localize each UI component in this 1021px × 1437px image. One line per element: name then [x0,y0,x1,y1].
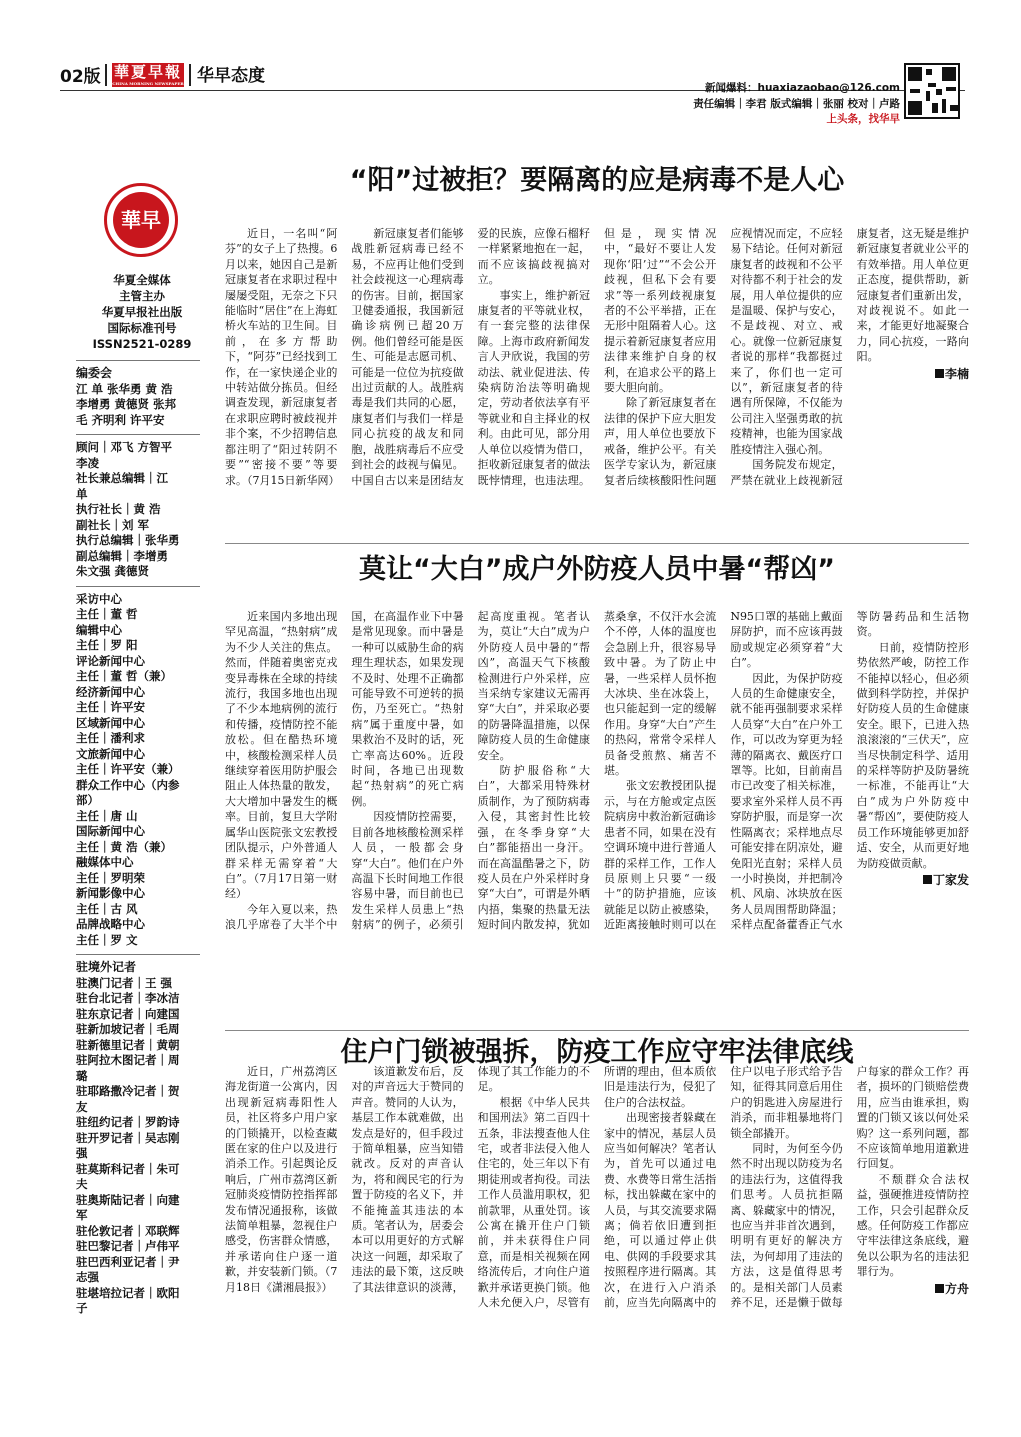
square-icon [923,875,932,884]
page-number: 02版 [60,67,101,87]
staff-line: 执行总编辑｜张华勇 [76,533,180,547]
article-paragraph: 今年入夏以来，热浪几乎席卷了大半个中国，在高温作业下中暑是常见现象。而中暑是一种可以威胁生命的病理生理状态，如果发现不及时、处理不正确都可能导致不可逆转的损伤，乃至死亡。“热射病”属于重度中暑，如果救治不及时的话，死亡率高达60%。近段时间，各地已出现数起“热射病”的死亡病例。 [225,610,464,932]
staff-line: 融媒体中心 [76,855,134,869]
article-paragraph: 近日，一名叫“阿芬”的女子上了热搜。6月以来，她因自己是新冠康复者在求职过程中屡屡受阻，无奈之下只能临时“居住”在上海虹桥火车站的卫生间。目前，在多方帮助下，“阿芬”已经找到工作，在一家快递企业的中转站做分拣员。但经调查发现，新冠康复者在求职应聘时被歧视并非个案，不少招聘信息都注明了“阳过转阴不要”“密接不要”等要求。（7月15日新华网） [225,227,340,487]
staff-line: 驻伦敦记者｜邓联辉 [76,1223,180,1238]
newspaper-seal [104,183,178,257]
author-byline [857,367,969,382]
staff-line: 友 [76,1099,88,1114]
staff-line: 主任｜古 风 [76,901,138,916]
staff-line: 江 单 张华勇 黄 浩 [76,381,173,396]
staff-line: 驻新加坡记者｜毛周 [76,1022,180,1036]
staff-line: 驻开罗记者｜吴志刚 [76,1130,180,1145]
article-divider [225,1030,969,1031]
qr-code-icon [904,63,960,119]
staff-line: 主任｜罗 阳 [76,638,138,652]
staff-line: 执行社长｜黄 浩 [76,502,161,516]
staff-line: 驻巴西利亚记者｜尹 [76,1254,180,1269]
article-paragraph: 近来国内多地出现罕见高温，“热射病”成为不少人关注的焦点。然而，伴随着奥密克戎变异毒株在全球的持续流行，我国多地也出现了不少本地病例的流行和传播，疫情防控不能放松。但在酷热环境中，核酸检测采样人员继续穿着医用防护服会阻止人体热量的散发，大大增加中暑发生的概率。目前，复旦大学附属华山医院张文宏教授团队提示，户外普通人群采样无需穿着“大白”。（7月17日第一财经） [225,610,338,901]
staff-line: 志强 [76,1270,99,1284]
staff-line: 评论新闻中心 [76,653,145,668]
staff-list [76,360,200,1323]
staff-line: 主任｜罗明荣 [76,870,145,885]
publisher-info [72,272,212,352]
staff-line: 李凌 [76,455,99,470]
staff-line: 单 [76,486,88,501]
staff-line: 新闻影像中心 [76,886,145,900]
staff-line: 社长兼总编辑｜江 [76,471,168,485]
article-title: 住户门锁被强拆，防疫工作应守牢法律底线 [340,1037,854,1068]
publisher-line: ISSN2521-0289 [92,337,192,351]
article-paragraph: 该道歉发布后，反对的声音远大于赞同的声音。赞同的人认为，基层工作本就难做，出发点是好的，但手段过于简单粗暴，应当知错就改。反对的声音认为，将和阀民宅的行为置于防疫的名义下，并不能掩盖其违法的本质。笔者认为，居委会本可以用更好的方式解决这一问题，却采取了违法的最下策，这反映了其法律意识的淡薄，体现了其工作能力的不足。 [351,1065,590,1294]
staff-line: 驻堪培拉记者｜欧阳 [76,1285,180,1300]
staff-line: 驻境外记者 [76,960,137,974]
staff-line: 国际新闻中心 [76,824,145,838]
staff-line: 驻莫斯科记者｜朱可 [76,1161,180,1176]
staff-line: 子 [76,1301,88,1315]
staff-line: 夫 [76,1177,88,1191]
staff-group [76,954,200,1317]
publisher-line: 国际标准刊号 [107,321,177,335]
article-body [225,226,969,556]
seal-text: 華早 [113,192,169,248]
staff-group [76,434,200,580]
staff-line: 副总编辑｜李增勇 [76,548,168,563]
staff-line: 顾问｜邓飞 方智平 [76,440,173,454]
staff-line: 主任｜罗 文 [76,932,138,947]
staff-line: 驻台北记者｜李冰洁 [76,991,180,1005]
staff-line: 驻巴黎记者｜卢伟平 [76,1239,180,1253]
staff-line: 驻新德里记者｜黄朝 [76,1037,180,1052]
square-icon [935,1284,944,1293]
article-paragraph: 近日，广州荔湾区海龙街道一公寓内，因出现新冠病毒阳性人员，社区将多户用户家的门锁撬开，以检查藏匿在家的住户以及进行消杀工作。引起舆论反响后，广州市荔湾区新冠肺炎疫情防控指挥部发布情况通报称，该做法简单粗暴，忽视住户感受，伤害群众情感，并承诺向住户逐一道歉，并安装新门锁。（7月18日《潇湘晨报》） [225,1065,338,1294]
staff-line: 军 [76,1208,88,1222]
article-paragraph: 根据《中华人民共和国刑法》第二百四十五条，非法搜查他人住宅，或者非法侵入他人住宅的，处三年以下有期徒刑或者拘役。司法工作人员滥用职权，犯前款罪，从重处罚。该公寓在撬开住户门锁前，并未获得住户同意，而是相关视频在网络流传后，才向住户道歉并承诺更换门锁。他人未允便入户，尽管有所谓的理由，但本质依旧是违法行为，侵犯了住户的合法权益。 [477,1065,717,1310]
article-paragraph: 事实上，维护新冠康复者的平等就业权，有一套完整的法律保障。上海市政府新闻发言人尹欣说，我国的劳动法、就业促进法、传染病防治法等明确规定，劳动者依法享有平等就业和自主择业的权利。由此可见，部分用人单位以疫情为借口，拒收新冠康复者的做法既悖情理，也违法理。但是，现实情况中，“最好不要让人发现你‘阳’过”“不会公开歧视，但私下会有要求”等一系列歧视康复者的不公平举措，正在无形中阻隔着人心。这提示着新冠康复者应用法律来维护自身的权利，在追求公平的路上要大胆向前。 [477,227,717,487]
logo-subtitle: CHINA MORNING NEWSPAPER [112,81,184,86]
article-divider [225,543,969,544]
staff-group [76,586,200,949]
staff-line: 主任｜许平安（兼） [76,762,180,776]
publisher-line: 主管主办 [119,289,165,303]
article-paragraph: 新冠康复者们能够战胜新冠病毒已经不易，不应再让他们受到社会歧视这一心理病毒的伤害。目前，据国家卫健委通报，我国新冠确诊病例已超20万例。他们曾经可能是医生、可能是志愿司机、可能是一位位为抗疫做出过贡献的人。战胜病毒是我们共同的心愿，康复者们与我们一样是同心抗疫的战友和同胞，战胜病毒后不应受到社会的歧视与偏见。中国自古以来是团结友爱的民族，应像石榴籽一样紧紧地抱在一起，而不应该搞歧视搞对立。 [351,227,590,487]
article-paragraph: 除了新冠康复者在法律的保护下应大胆发声，用人单位也要放下戒备，维护公平。有关医学专家认为，新冠康复者后续核酸阳性问题应视情况而定，不应轻易下结论。任何对新冠康复者的歧视和不公平对待都不利于社会的发展，用人单位提供的应是温暖、保护与安心，不是歧视、对立、戒心。就像一位新冠康复者说的那样“我都挺过来了，你们也一定可以”，新冠康复者的待遇有所保障，不仅能为公司注入坚强勇敢的抗疫精神，也能为国家战胜疫情注入强心剂。 [603,227,843,487]
staff-line: 采访中心 [76,591,122,606]
author-name: 丁家发 [932,872,969,887]
staff-line: 主任｜黄 浩（兼） [76,839,173,854]
staff-line: 区域新闻中心 [76,715,145,730]
article-body [225,609,969,1037]
header-divider [189,64,191,86]
author-byline [857,1282,969,1297]
staff-line: 李增勇 黄德贤 张邦 [76,397,177,411]
author-byline [857,873,969,888]
staff-line: 文旅新闻中心 [76,746,145,761]
staff-line: 驻奥斯陆记者｜向建 [76,1192,180,1207]
square-icon [935,369,944,378]
staff-line: 群众工作中心（内参 [76,777,180,792]
staff-line: 驻东京记者｜向建国 [76,1006,180,1021]
publisher-line: 华夏早报社出版 [101,305,183,319]
editors-line: 责任编辑｜李君 版式编辑｜张丽 校对｜卢路 [693,98,900,110]
staff-line: 品牌战略中心 [76,917,145,931]
staff-line: 副社长｜刘 军 [76,517,150,532]
staff-line: 驻纽约记者｜罗韵诗 [76,1115,180,1129]
article-paragraph: 因此，为保护防疫人员的生命健康安全，就不能再强制要求采样人员穿“大白”在户外工作，可以改为穿更为轻薄的隔离衣、戴医疗口罩等。比如，目前南昌市已改变了相关标准，要求室外采样人员不再穿防护服，而是穿一次性隔离衣；采样地点尽可能安排在阴凉处，避免阳光直射；采样人员一小时换岗，并把制冷机、风扇、冰块放在医务人员周围帮助降温；采样点配备藿香正气水等防暑药品和生活物资。 [730,610,969,932]
staff-line: 主任｜唐 山 [76,808,138,823]
staff-line: 编辑中心 [76,622,122,637]
staff-line: 驻阿拉木图记者｜周 [76,1053,180,1067]
logo-text: 華夏早報 [113,63,182,81]
staff-line: 编委会 [76,366,113,380]
staff-line: 主任｜许平安 [76,700,145,714]
staff-line: 驻澳门记者｜王 强 [76,975,173,990]
staff-line: 主任｜董 哲 [76,607,138,621]
header-divider [105,64,107,86]
article-paragraph: 不颓群众合法权益，强硬推进疫情防控工作，只会引起群众反感。任何防疫工作都应守牢法律这条底线，避免以公职为名的违法犯罪行为。 [856,1172,969,1279]
publisher-line: 华夏全媒体 [113,273,171,287]
staff-line: 朱文强 龚德贤 [76,564,150,578]
staff-line: 部） [76,793,99,807]
article-body [225,1064,969,1388]
staff-group [76,360,200,428]
article-paragraph: 出现密接者躲藏在家中的情况，基层人员应当如何解决？笔者认为，首先可以通过电费、水费等日常生活指标，找出躲藏在家中的人员，与其交流要求隔离；倘若依旧遭到拒绝，可以通过停止供电、供网的手段要求其按照程序进行隔离。其次，在进行入户消杀前，应当先向隔离中的住户以电子形式给予告知，征得其同意后用住户的钥匙进入房屋进行消杀，而非粗暴地将门锁全部撬开。 [603,1065,843,1310]
article-paragraph: 防护服俗称“大白”，大都采用特殊材质制作，为了预防病毒入侵，其密封性比较强，在冬季身穿“大白”都能捂出一身汗。而在高温酷暑之下，防疫人员在户外采样时身穿“大白”，可谓是外晒内捂，集聚的热量无法短时间内散发掉，犹如蒸桑拿，不仅汗水会流个不停，人体的温度也会急剧上升，很容易导致中暑。为了防止中暑，一些采样人员怀抱大冰块、坐在冰袋上，也只能起到一定的缓解作用。身穿“大白”产生的热闷，常常令采样人员备受煎熬、痛苦不堪。 [477,610,717,932]
newspaper-logo [112,63,184,87]
article-paragraph: 同时，为何至今仍然不时出现以防疫为名的违法行为，这值得我们思考。人员抗拒隔离、躲藏家中的情况，也应当并非首次遇到，明明有更好的解决方法，为何却用了违法的方法，这是值得思考的。是相关部门人员素养不足，还是懒于做每户每家的群众工作？再者，损坏的门锁赔偿费用，应当由谁承担，购置的门锁又该以何处采购？这一系列问题，都不应该简单地用道歉进行回复。 [730,1065,969,1310]
author-name: 方舟 [944,1281,969,1296]
author-name: 李楠 [944,366,969,381]
tip-line: 新闻爆料：huaxiazaobao@126.com [704,82,900,94]
article-paragraph: 国务院发布规定，严禁在就业上歧视新冠康复者，这无疑是维护新冠康复者就业公平的有效举措。用人单位更正态度，提供帮助，新冠康复者们重新出发，对歧视说不。如此一来，才能更好地凝聚合力，同心抗疫，一路向阳。 [730,227,969,487]
section-title: 华早态度 [197,66,265,86]
staff-line: 驻耶路撒冷记者｜贺 [76,1084,180,1098]
staff-line: 主任｜董 哲（兼） [76,669,173,683]
staff-line: 强 [76,1146,88,1160]
article-paragraph: 张文宏教授团队提示，与在方舱或定点医院病房中救治新冠确诊患者不同，如果在没有空调环境中进行普通人群的采样工作，工作人员原则上只要“一级十”的防护措施，应该就能足以防止被感染，近距离接触时则可以在N95口罩的基础上戴面屏防护，而不应该再鼓励或规定必须穿着“大白”。 [603,610,843,932]
slogan: 上头条，找华早 [826,113,900,125]
article-title: “阳”过被拒？要隔离的应是病毒不是人心 [349,165,845,196]
staff-line: 璐 [76,1068,88,1083]
staff-line: 主任｜潘利求 [76,731,145,745]
article-title: 莫让“大白”成户外防疫人员中暑“帮凶” [359,554,835,585]
staff-line: 毛 齐明利 许平安 [76,412,165,427]
staff-line: 经济新闻中心 [76,684,145,699]
article-paragraph: 日前，疫情防控形势依然严峻，防控工作不能掉以轻心，但必须做到科学防控，并保护好防疫人员的生命健康安全。眼下，已进入热浪滚滚的“三伏天”，应当尽快制定科学、适用的采样等防护及防暑统一标准，不能再让“大白”成为户外防疫中暑“帮凶”，要使防疫人员工作环境能够更加舒适、安全，从而更好地为防疫做贡献。 [856,640,969,870]
article-paragraph: 因疫情防控需要，目前各地核酸检测采样人员，一般都会身穿“大白”。他们在户外高温下长时间地工作很容易中暑，而目前也已发生采样人员患上“热射病”的例子，必须引起高度重视。笔者认为，莫让“大白”成为户外防疫人员中暑的“帮凶”，高温天气下核酸检测进行户外采样，应当采纳专家建议无需再穿“大白”，并采取必要的防暑降温措施，以保障防疫人员的生命健康安全。 [351,610,590,932]
